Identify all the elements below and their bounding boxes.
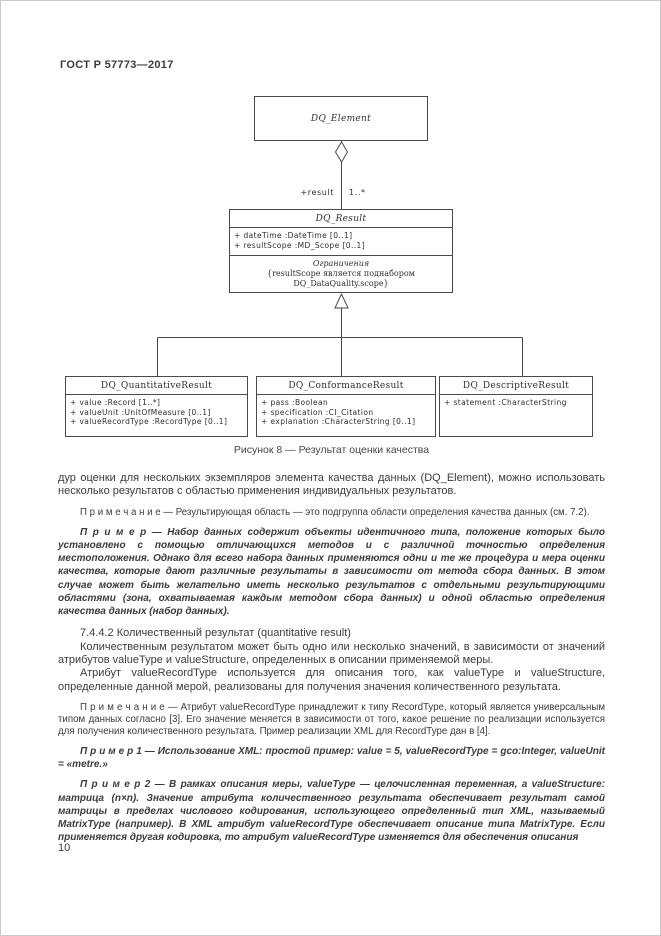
note-2: П р и м е ч а н и е — Атрибут valueRecordType принадлежит к типу RecordType, который является универсальным типом данных согласно [3]. Его значение меняется в зависимости от того, какое решение по реализации используется для получения количественного результата. Пример реализации XML для RecordType дан в [4]. bbox=[58, 702, 605, 737]
attribute: + pass :Boolean bbox=[261, 398, 329, 407]
attributes-compartment bbox=[230, 227, 452, 255]
attribute: + valueRecordType :RecordType [0..1] bbox=[70, 417, 228, 427]
attributes-compartment bbox=[66, 394, 247, 436]
example-2: П р и м е р 2 — В рамках описания меры, valueType — целочисленная переменная, а valueStructure: матрица (n×n). Значение атрибута количественного результата обеспечивает результат самой матрицы в пределах числового кодирования, использующего определенный тип XML, называемый MatrixType (например). В XML атрибут valueRecordType обеспечивает описание типа MatrixType. Если применяется другая кодировка, то атрибут valueRecordType изменяется для обеспечения описания bbox=[58, 779, 605, 844]
association-role-label: +result bbox=[300, 188, 334, 197]
class-title: DQ_Element bbox=[310, 114, 372, 124]
aggregation-diamond-icon bbox=[336, 142, 348, 162]
figure-caption: Рисунок 8 — Результат оценки качества bbox=[233, 444, 430, 456]
class-dq-descriptive-result bbox=[439, 376, 593, 437]
class-title: DQ_ConformanceResult bbox=[288, 381, 404, 391]
paragraph-continuation: дур оценки для нескольких экземпляров элемента качества данных (DQ_Element), можно использовать несколько результатов с областью применения индивидуальных результатов. bbox=[58, 472, 605, 498]
attribute: + specification :CI_Citation bbox=[261, 407, 374, 417]
generalization-triangle-icon bbox=[335, 294, 348, 308]
note-1: П р и м е ч а н и е — Результирующая область — это подгруппа области определения качества данных (см. 7.2). bbox=[80, 506, 590, 518]
class-title: DQ_QuantitativeResult bbox=[100, 381, 213, 391]
attribute: + statement :CharacterString bbox=[444, 398, 567, 407]
paragraph: Атрибут valueRecordType используется для описания того, как valueType и valueStructure, определенные данной мерой, реализованы для получения значения количественного результата. bbox=[58, 667, 605, 693]
constraint-compartment bbox=[230, 255, 452, 292]
body-text bbox=[58, 472, 605, 844]
class-dq-element bbox=[254, 96, 428, 141]
example: П р и м е р — Набор данных содержит объекты идентичного типа, положение которых было установлено с помощью отличающихся методов и с различной точностью определения местоположения. Однако для всего набора данных применяются одни и те же процедура и мера оценки качества, которые дают различные результаты в зависимости от метода сбора данных. В этом случае может быть желательно иметь несколько результатов с отдельными результирующими областями (зона, охватываемая каждым методом сбора данных) и одной областью определения качества данных (набор данных). bbox=[58, 526, 605, 617]
standard-number: ГОСТ Р 57773—2017 bbox=[60, 59, 174, 71]
attributes-compartment bbox=[440, 394, 592, 436]
section-heading-7-4-4-2: 7.4.4.2 Количественный результат (quantitative result) bbox=[80, 627, 351, 640]
attributes-compartment bbox=[257, 394, 435, 436]
class-title: DQ_DescriptiveResult bbox=[462, 381, 570, 391]
class-dq-quantitative-result bbox=[65, 376, 248, 437]
attribute: + explanation :CharacterString [0..1] bbox=[261, 417, 416, 427]
constraint-body: {resultScope является поднабором DQ_DataQuality.scope} bbox=[267, 269, 415, 288]
attribute: + value :Record [1..*] bbox=[70, 398, 161, 407]
class-title: DQ_Result bbox=[315, 214, 367, 224]
class-dq-result bbox=[229, 209, 453, 293]
attribute: + valueUnit :UnitOfMeasure [0..1] bbox=[70, 407, 211, 417]
page-number: 10 bbox=[58, 842, 71, 854]
constraint-title: Ограничения bbox=[312, 259, 370, 268]
paragraph: Количественным результатом может быть одно или несколько значений, в зависимости от значений атрибутов valueType и valueStructure, определенных в описании применяемой меры. bbox=[58, 640, 605, 666]
association-multiplicity-label: 1..* bbox=[349, 188, 366, 197]
example-1: П р и м е р 1 — Использование XML: простой пример: value = 5, valueRecordType = gco:Integer, valueUnit = «metre.» bbox=[58, 745, 605, 771]
attribute: + dateTime :DateTime [0..1] bbox=[234, 231, 353, 240]
attribute: + resultScope :MD_Scope [0..1] bbox=[234, 240, 366, 250]
class-dq-conformance-result bbox=[256, 376, 436, 437]
